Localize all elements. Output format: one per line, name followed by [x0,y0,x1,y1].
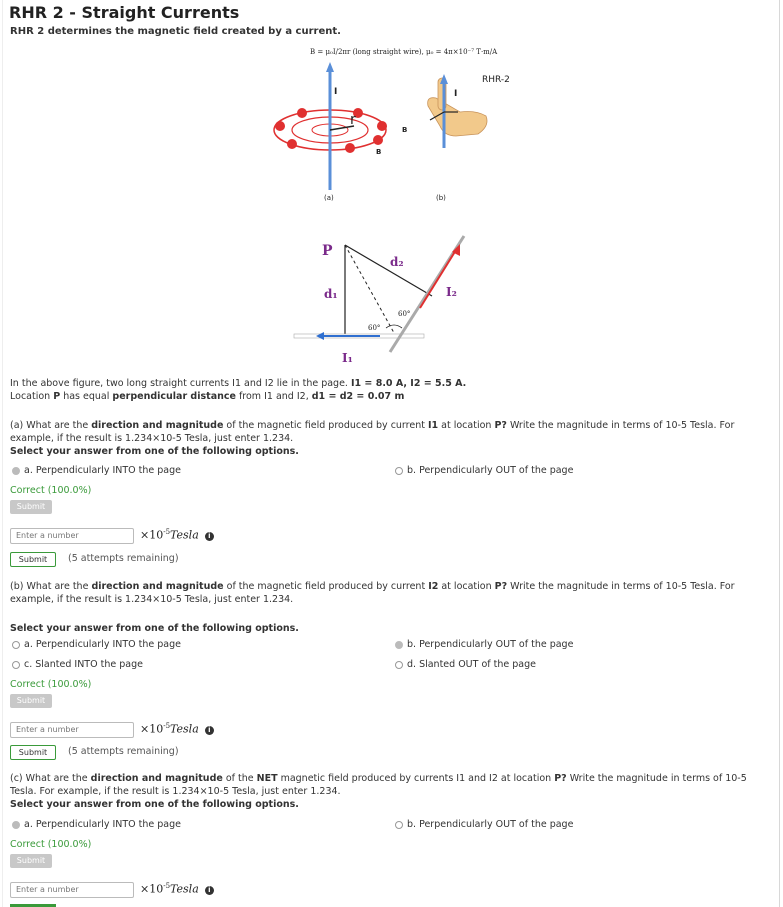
page-title: RHR 2 - Straight Currents [9,3,240,22]
intro-line-1: In the above figure, two long straight currents I1 and I2 lie in the page. I1 = 8.0 A, I2 = 5.5 A. [10,378,467,389]
qa-correct-status: Correct (100.0%) [10,485,92,496]
label-r: r [350,112,356,128]
label-P: P [322,243,333,259]
qb-correct-status: Correct (100.0%) [10,679,92,690]
qc-unit: $\times 10^{-5}Tesla$ i [140,882,214,896]
intro-line-2: Location P has equal perpendicular distance from I1 and I2, d1 = d2 = 0.07 m [10,391,405,402]
radio-selected[interactable] [12,467,20,475]
label-b: (b) [436,194,446,202]
radio[interactable] [12,661,20,669]
question-a-text: (a) What are the direction and magnitude of the magnetic field produced by current I1 at location P? Write the magnitude in terms of 10-5 Tesla. For [10,420,735,431]
page-subtitle: RHR 2 determines the magnetic field created by a current. [10,26,341,37]
qb-submit-choice-button[interactable]: Submit [10,694,52,708]
qa-number-input[interactable]: Enter a number [10,528,134,544]
d2-line [345,245,432,296]
radio[interactable] [395,821,403,829]
qc-submit-choice-button[interactable]: Submit [10,854,52,868]
radio[interactable] [12,641,20,649]
label-d1: d₁ [324,287,338,301]
label-I2: I₂ [446,285,457,299]
qa-submit-choice-button[interactable]: Submit [10,500,52,514]
label-I-b: I [454,89,458,99]
rhr-label: RHR-2 [482,75,510,85]
angle-label-1: 60° [368,324,381,332]
qa-option-a[interactable]: a. Perpendicularly INTO the page [12,465,181,476]
hand-illustration [428,78,487,136]
question-c-example: Tesla. For example, if the result is 1.234×10-5 Tesla, just enter 1.234. [10,786,341,797]
question-b-select: Select your answer from one of the following options. [10,623,299,634]
info-icon[interactable]: i [205,532,214,541]
label-B-a: B [376,148,382,156]
qc-option-a[interactable]: a. Perpendicularly INTO the page [12,819,181,830]
info-icon[interactable]: i [205,886,214,895]
label-d2: d₂ [390,255,404,269]
question-a-select: Select your answer from one of the following options. [10,446,299,457]
qb-number-input[interactable]: Enter a number [10,722,134,738]
qb-option-a[interactable]: a. Perpendicularly INTO the page [12,639,181,650]
radio-selected[interactable] [395,641,403,649]
qc-option-b[interactable]: b. Perpendicularly OUT of the page [395,819,573,830]
qc-correct-status: Correct (100.0%) [10,839,92,850]
radio[interactable] [395,661,403,669]
question-b-text: (b) What are the direction and magnitude of the magnetic field produced by current I2 at location P? Write the magnitude in terms of 10-5 Tesla. For [10,581,735,592]
qa-attempts: (5 attempts remaining) [68,553,179,564]
info-icon[interactable]: i [205,726,214,735]
qb-option-d[interactable]: d. Slanted OUT of the page [395,659,536,670]
qa-submit-number-button[interactable]: Submit [10,552,56,567]
qb-submit-number-button[interactable]: Submit [10,745,56,760]
radio[interactable] [395,467,403,475]
label-I-a: I [334,87,338,97]
qb-option-b[interactable]: b. Perpendicularly OUT of the page [395,639,573,650]
label-I1: I₁ [342,351,353,365]
qb-attempts: (5 attempts remaining) [68,746,179,757]
qa-option-b[interactable]: b. Perpendicularly OUT of the page [395,465,573,476]
qa-unit: $\times 10^{-5}Tesla$ i [140,528,214,542]
radio-selected[interactable] [12,821,20,829]
qb-unit: $\times 10^{-5}Tesla$ i [140,722,214,736]
qc-number-input[interactable]: Enter a number [10,882,134,898]
question-c-text: (c) What are the direction and magnitude of the NET magnetic field produced by currents I1 and I2 at location P? Write the magnitude in terms of 10-5 [10,773,747,784]
label-a: (a) [324,194,334,202]
question-c-select: Select your answer from one of the following options. [10,799,299,810]
question-a-example: example, if the result is 1.234×10-5 Tesla, just enter 1.234. [10,433,294,444]
formula-text: B = μ₀I/2πr (long straight wire), μ₀ = 4π×10⁻⁷ T·m/A [310,48,498,56]
qb-option-c[interactable]: c. Slanted INTO the page [12,659,143,670]
physics-figure [250,40,560,370]
question-b-example: example, if the result is 1.234×10-5 Tesla, just enter 1.234. [10,594,294,605]
current-arrow-I2 [420,250,456,308]
angle-label-2: 60° [398,310,411,318]
label-B-b: B [402,126,408,134]
